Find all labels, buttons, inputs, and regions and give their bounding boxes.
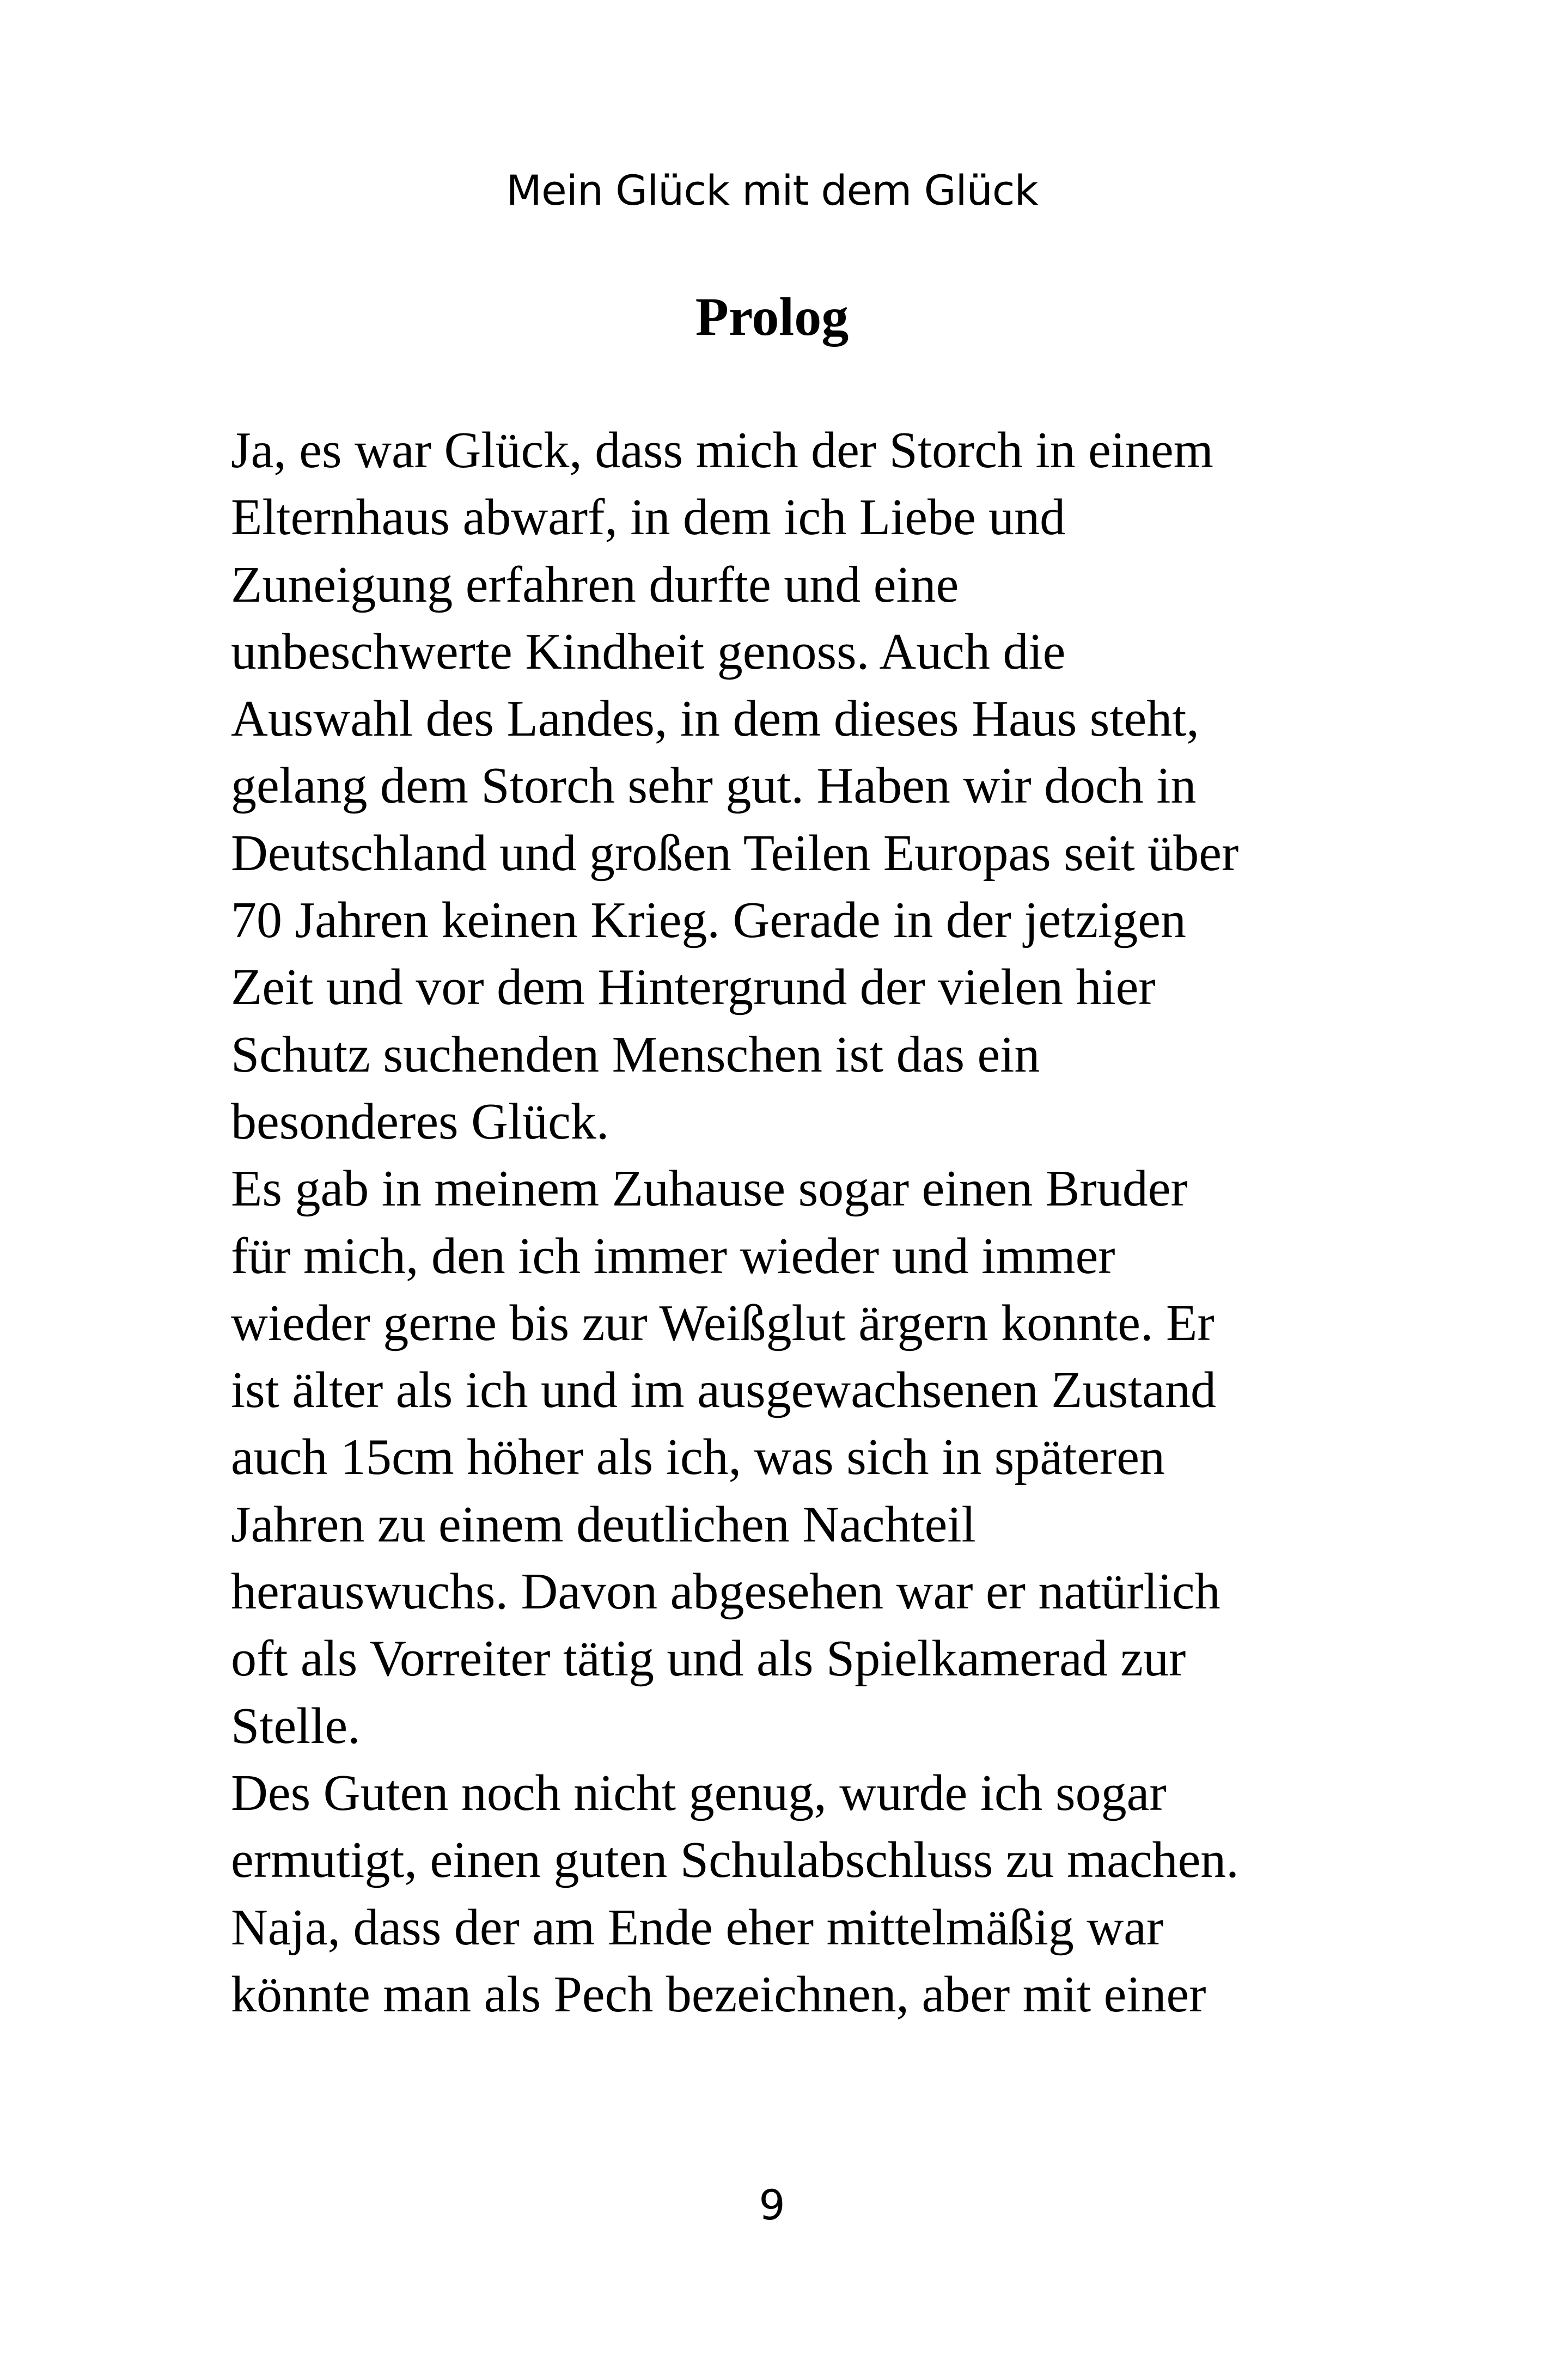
body-line: auch 15cm höher als ich, was sich in späteren — [231, 1429, 1165, 1486]
body-text — [231, 417, 1375, 2028]
body-line: wieder gerne bis zur Weißglut ärgern konnte. Er — [231, 1294, 1215, 1351]
body-line: für mich, den ich immer wieder und immer — [231, 1227, 1115, 1284]
running-header-book-title: Mein Glück mit dem Glück — [506, 166, 1038, 215]
body-line: Schutz suchenden Menschen ist das ein — [231, 1026, 1040, 1083]
body-line: Zuneigung erfahren durfte und eine — [231, 556, 959, 613]
body-line: ist älter als ich und im ausgewachsenen Zustand — [231, 1362, 1216, 1419]
body-line: Des Guten noch nicht genug, wurde ich sogar — [231, 1764, 1167, 1821]
body-line: ermutigt, einen guten Schulabschluss zu machen. — [231, 1832, 1239, 1889]
body-line: unbeschwerte Kindheit genoss. Auch die — [231, 623, 1066, 680]
body-line: Naja, dass der am Ende eher mittelmäßig war — [231, 1899, 1164, 1956]
body-line: gelang dem Storch sehr gut. Haben wir doch in — [231, 757, 1197, 815]
body-line: könnte man als Pech bezeichnen, aber mit einer — [231, 1966, 1206, 2023]
body-line: Jahren zu einem deutlichen Nachteil — [231, 1496, 976, 1553]
body-line: Deutschland und großen Teilen Europas seit über — [231, 824, 1239, 882]
body-line: Zeit und vor dem Hintergrund der vielen hier — [231, 959, 1156, 1016]
body-line: Es gab in meinem Zuhause sogar einen Bruder — [231, 1160, 1188, 1217]
body-line: Auswahl des Landes, in dem dieses Haus steht, — [231, 690, 1199, 748]
body-line: Ja, es war Glück, dass mich der Storch in einem — [231, 422, 1213, 479]
page-number: 9 — [759, 2181, 785, 2229]
body-line: 70 Jahren keinen Krieg. Gerade in der jetzigen — [231, 892, 1186, 949]
body-line: herauswuchs. Davon abgesehen war er natürlich — [231, 1563, 1220, 1620]
chapter-title: Prolog — [695, 286, 849, 347]
body-line: besonderes Glück. — [231, 1093, 609, 1150]
body-line: oft als Vorreiter tätig und als Spielkamerad zur — [231, 1630, 1186, 1687]
body-line: Elternhaus abwarf, in dem ich Liebe und — [231, 489, 1066, 546]
body-line: Stelle. — [231, 1697, 361, 1754]
